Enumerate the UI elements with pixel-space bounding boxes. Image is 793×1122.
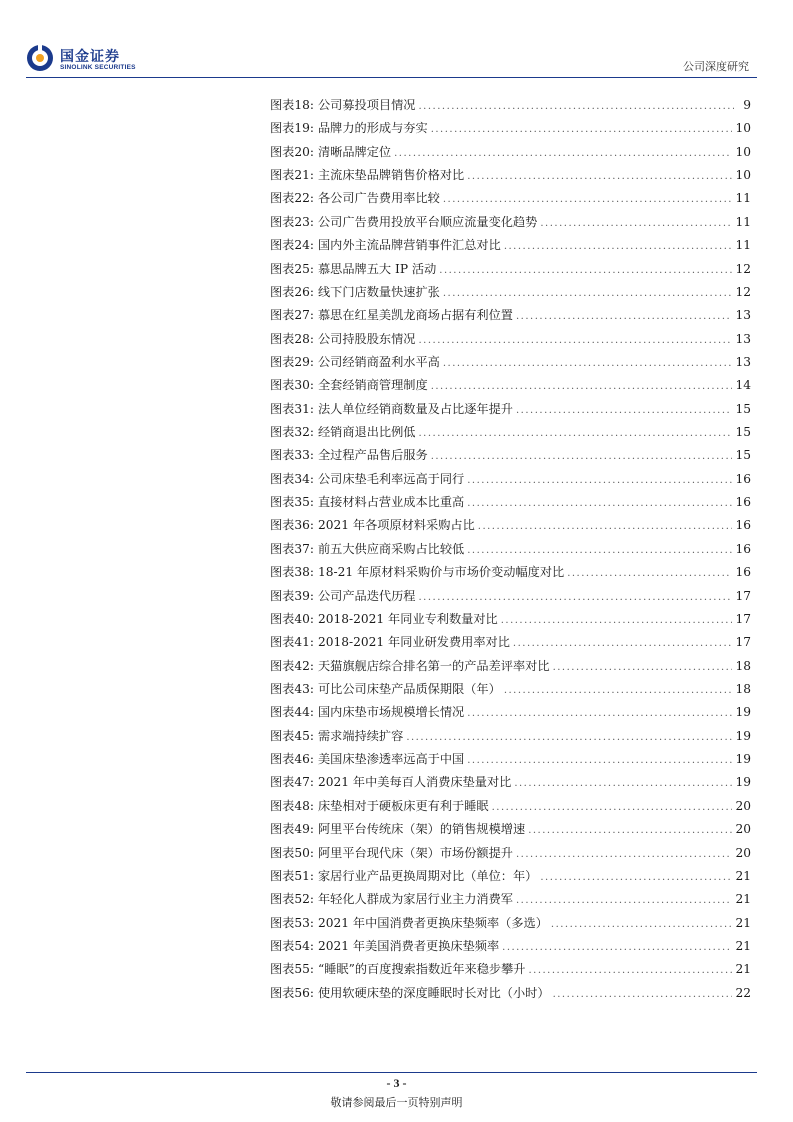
toc-entry[interactable] bbox=[270, 958, 751, 981]
figure-title: 床垫相对于硬板床更有利于睡眠 bbox=[318, 798, 489, 813]
figure-page-number: 11 bbox=[735, 214, 751, 229]
toc-entry[interactable] bbox=[270, 701, 751, 724]
figure-page-number: 15 bbox=[735, 425, 751, 440]
toc-entry[interactable] bbox=[270, 842, 751, 865]
footer-divider bbox=[26, 1072, 757, 1073]
figure-page-number: 14 bbox=[735, 378, 751, 393]
dot-leader bbox=[467, 539, 732, 562]
figure-page-number: 13 bbox=[735, 308, 751, 323]
toc-entry[interactable] bbox=[270, 351, 751, 374]
dot-leader bbox=[467, 165, 732, 188]
dot-leader bbox=[419, 586, 733, 609]
toc-entry[interactable] bbox=[270, 818, 751, 841]
dot-leader bbox=[431, 445, 733, 468]
dot-leader bbox=[516, 399, 732, 422]
figure-number: 图表48: bbox=[270, 798, 314, 813]
figure-title: 慕思在红星美凯龙商场占据有利位置 bbox=[318, 308, 513, 323]
figure-number: 图表44: bbox=[270, 705, 314, 720]
figure-number: 图表20: bbox=[270, 144, 314, 159]
figure-title: 线下门店数量快速扩张 bbox=[318, 284, 440, 299]
dot-leader bbox=[443, 352, 733, 375]
figure-title: 2021 年中美每百人消费床垫量对比 bbox=[318, 775, 512, 790]
figure-number: 图表50: bbox=[270, 845, 314, 860]
figure-title: 2018-2021 年同业专利数量对比 bbox=[318, 611, 498, 626]
figure-page-number: 17 bbox=[735, 635, 751, 650]
figure-page-number: 21 bbox=[735, 868, 751, 883]
dot-leader bbox=[439, 259, 732, 282]
toc-entry[interactable] bbox=[270, 164, 751, 187]
figure-page-number: 13 bbox=[735, 331, 751, 346]
company-logo bbox=[26, 44, 156, 76]
dot-leader bbox=[504, 679, 733, 702]
dot-leader bbox=[513, 632, 733, 655]
dot-leader bbox=[540, 212, 732, 235]
toc-entry[interactable] bbox=[270, 585, 751, 608]
dot-leader bbox=[443, 188, 733, 211]
figure-title: 公司床垫毛利率远高于同行 bbox=[318, 471, 465, 486]
dot-leader bbox=[553, 656, 733, 679]
figure-number: 图表46: bbox=[270, 752, 314, 767]
dot-leader bbox=[443, 282, 733, 305]
figure-title: 可比公司床垫产品质保期限（年） bbox=[318, 681, 501, 696]
figure-page-number: 10 bbox=[735, 144, 751, 159]
figure-title: 18-21 年原材料采购价与市场价变动幅度对比 bbox=[318, 565, 565, 580]
figure-list bbox=[270, 94, 751, 1005]
dot-leader bbox=[394, 142, 732, 165]
figure-page-number: 12 bbox=[735, 284, 751, 299]
figure-page-number: 15 bbox=[735, 448, 751, 463]
figure-title: 使用软硬床垫的深度睡眠时长对比（小时） bbox=[318, 985, 550, 1000]
dot-leader bbox=[419, 329, 733, 352]
toc-entry[interactable] bbox=[270, 304, 751, 327]
figure-page-number: 19 bbox=[735, 705, 751, 720]
logo-english-name: SINOLINK SECURITIES bbox=[60, 64, 136, 71]
figure-page-number: 13 bbox=[735, 354, 751, 369]
dot-leader bbox=[514, 772, 732, 795]
figure-number: 图表26: bbox=[270, 284, 314, 299]
figure-page-number: 15 bbox=[735, 401, 751, 416]
figure-number: 图表25: bbox=[270, 261, 314, 276]
dot-leader bbox=[419, 422, 733, 445]
figure-page-number: 21 bbox=[735, 962, 751, 977]
figure-title: 2021 年中国消费者更换床垫频率（多选） bbox=[318, 915, 548, 930]
figure-title: 2018-2021 年同业研发费用率对比 bbox=[318, 635, 510, 650]
dot-leader bbox=[516, 889, 732, 912]
dot-leader bbox=[467, 749, 732, 772]
figure-number: 图表22: bbox=[270, 191, 314, 206]
dot-leader bbox=[467, 469, 732, 492]
disclaimer-note: 敬请参阅最后一页特别声明 bbox=[330, 1096, 463, 1109]
dot-leader bbox=[516, 843, 732, 866]
toc-entry[interactable] bbox=[270, 374, 751, 397]
figure-title: 公司经销商盈利水平高 bbox=[318, 354, 440, 369]
figure-title: 公司产品迭代历程 bbox=[318, 588, 416, 603]
toc-entry[interactable] bbox=[270, 795, 751, 818]
figure-number: 图表30: bbox=[270, 378, 314, 393]
figure-number: 图表31: bbox=[270, 401, 314, 416]
dot-leader bbox=[516, 305, 732, 328]
figure-page-number: 9 bbox=[743, 98, 751, 112]
figure-number: 图表39: bbox=[270, 588, 314, 603]
toc-entry[interactable] bbox=[270, 678, 751, 701]
figure-number: 图表23: bbox=[270, 214, 314, 229]
toc-entry[interactable] bbox=[270, 468, 751, 491]
dot-leader bbox=[501, 609, 733, 632]
figure-number: 图表54: bbox=[270, 938, 314, 953]
toc-entry[interactable] bbox=[270, 935, 751, 958]
toc-entry[interactable] bbox=[270, 141, 751, 164]
toc-entry[interactable] bbox=[270, 982, 751, 1005]
toc-entry[interactable] bbox=[270, 608, 751, 631]
figure-page-number: 21 bbox=[735, 892, 751, 907]
dot-leader bbox=[467, 492, 732, 515]
figure-title: 美国床垫渗透率远高于中国 bbox=[318, 752, 465, 767]
figure-number: 图表42: bbox=[270, 658, 314, 673]
dot-leader bbox=[492, 796, 733, 819]
toc-entry[interactable] bbox=[270, 187, 751, 210]
dot-leader bbox=[528, 959, 732, 982]
figure-number: 图表28: bbox=[270, 331, 314, 346]
figure-number: 图表21: bbox=[270, 168, 314, 183]
figure-page-number: 11 bbox=[735, 238, 751, 253]
toc-entry[interactable] bbox=[270, 234, 751, 257]
figure-title: 经销商退出比例低 bbox=[318, 425, 416, 440]
figure-number: 图表29: bbox=[270, 354, 314, 369]
page-number: - 3 - bbox=[386, 1076, 407, 1090]
figure-number: 图表45: bbox=[270, 728, 314, 743]
figure-title: 公司广告费用投放平台顺应流量变化趋势 bbox=[318, 214, 538, 229]
figure-number: 图表51: bbox=[270, 868, 314, 883]
dot-leader bbox=[467, 702, 732, 725]
dot-leader bbox=[406, 726, 732, 749]
toc-entry[interactable] bbox=[270, 912, 751, 935]
toc-entry[interactable] bbox=[270, 771, 751, 794]
toc-entry[interactable] bbox=[270, 281, 751, 304]
figure-page-number: 18 bbox=[735, 681, 751, 696]
toc-entry[interactable] bbox=[270, 748, 751, 771]
figure-title: 全套经销商管理制度 bbox=[318, 378, 428, 393]
dot-leader bbox=[419, 95, 735, 118]
toc-entry[interactable] bbox=[270, 328, 751, 351]
dot-leader bbox=[431, 118, 733, 141]
figure-number: 图表24: bbox=[270, 238, 314, 253]
toc-entry[interactable] bbox=[270, 491, 751, 514]
toc-entry[interactable] bbox=[270, 211, 751, 234]
figure-page-number: 20 bbox=[735, 822, 751, 837]
dot-leader bbox=[504, 235, 733, 258]
toc-entry[interactable] bbox=[270, 655, 751, 678]
toc-entry[interactable] bbox=[270, 94, 751, 117]
figure-page-number: 10 bbox=[735, 168, 751, 183]
figure-title: 主流床垫品牌销售价格对比 bbox=[318, 168, 465, 183]
figure-title: 清晰品牌定位 bbox=[318, 144, 392, 159]
dot-leader bbox=[431, 375, 733, 398]
figure-page-number: 18 bbox=[735, 658, 751, 673]
figure-number: 图表36: bbox=[270, 518, 314, 533]
figure-title: 阿里平台传统床（架）的销售规模增速 bbox=[318, 822, 526, 837]
dot-leader bbox=[567, 562, 732, 585]
figure-page-number: 20 bbox=[735, 845, 751, 860]
figure-page-number: 21 bbox=[735, 915, 751, 930]
figure-number: 图表18: bbox=[270, 98, 314, 112]
figure-title: 公司持股股东情况 bbox=[318, 331, 416, 346]
toc-entry[interactable] bbox=[270, 514, 751, 537]
dot-leader bbox=[540, 866, 732, 889]
figure-page-number: 22 bbox=[735, 985, 751, 1000]
figure-page-number: 16 bbox=[735, 565, 751, 580]
figure-number: 图表38: bbox=[270, 565, 314, 580]
dot-leader bbox=[553, 983, 733, 1006]
figure-title: 前五大供应商采购占比较低 bbox=[318, 541, 465, 556]
figure-page-number: 21 bbox=[735, 938, 751, 953]
toc-entry[interactable] bbox=[270, 865, 751, 888]
logo-chinese-name: 国金证券 bbox=[60, 49, 120, 65]
figure-number: 图表19: bbox=[270, 121, 314, 136]
figure-title: “睡眠”的百度搜索指数近年来稳步攀升 bbox=[318, 962, 526, 977]
toc-entry[interactable] bbox=[270, 258, 751, 281]
figure-title: 直接材料占营业成本比重高 bbox=[318, 495, 465, 510]
figure-title: 2021 年美国消费者更换床垫频率 bbox=[318, 938, 500, 953]
figure-number: 图表47: bbox=[270, 775, 314, 790]
figure-number: 图表53: bbox=[270, 915, 314, 930]
toc-entry[interactable] bbox=[270, 444, 751, 467]
figure-number: 图表40: bbox=[270, 611, 314, 626]
toc-entry[interactable] bbox=[270, 631, 751, 654]
dot-leader bbox=[478, 515, 733, 538]
toc-entry[interactable] bbox=[270, 725, 751, 748]
figure-number: 图表56: bbox=[270, 985, 314, 1000]
figure-title: 国内床垫市场规模增长情况 bbox=[318, 705, 465, 720]
figure-title: 各公司广告费用率比较 bbox=[318, 191, 440, 206]
figure-title: 慕思品牌五大 IP 活动 bbox=[318, 261, 437, 276]
figure-title: 品牌力的形成与夯实 bbox=[318, 121, 428, 136]
figure-page-number: 19 bbox=[735, 775, 751, 790]
toc-entry[interactable] bbox=[270, 117, 751, 140]
figure-page-number: 12 bbox=[735, 261, 751, 276]
figure-page-number: 17 bbox=[735, 611, 751, 626]
figure-title: 年轻化人群成为家居行业主力消费军 bbox=[318, 892, 513, 907]
figure-title: 公司募投项目情况 bbox=[318, 98, 416, 112]
figure-page-number: 10 bbox=[735, 121, 751, 136]
figure-title: 需求端持续扩容 bbox=[318, 728, 404, 743]
figure-title: 法人单位经销商数量及占比逐年提升 bbox=[318, 401, 513, 416]
figure-number: 图表27: bbox=[270, 308, 314, 323]
figure-number: 图表34: bbox=[270, 471, 314, 486]
figure-number: 图表33: bbox=[270, 448, 314, 463]
figure-title: 全过程产品售后服务 bbox=[318, 448, 428, 463]
figure-page-number: 16 bbox=[735, 518, 751, 533]
figure-number: 图表37: bbox=[270, 541, 314, 556]
figure-number: 图表55: bbox=[270, 962, 314, 977]
figure-title: 阿里平台现代床（架）市场份额提升 bbox=[318, 845, 513, 860]
figure-page-number: 16 bbox=[735, 495, 751, 510]
toc-entry[interactable] bbox=[270, 888, 751, 911]
figure-page-number: 16 bbox=[735, 471, 751, 486]
figure-page-number: 16 bbox=[735, 541, 751, 556]
sinolink-logo-icon bbox=[26, 44, 54, 72]
figure-number: 图表35: bbox=[270, 495, 314, 510]
figure-title: 天猫旗舰店综合排名第一的产品差评率对比 bbox=[318, 658, 550, 673]
dot-leader bbox=[528, 819, 732, 842]
toc-entry[interactable] bbox=[270, 421, 751, 444]
dot-leader bbox=[502, 936, 732, 959]
figure-title: 国内外主流品牌营销事件汇总对比 bbox=[318, 238, 501, 253]
document-type-label: 公司深度研究 bbox=[683, 60, 749, 73]
figure-title: 2021 年各项原材料采购占比 bbox=[318, 518, 475, 533]
header-divider bbox=[26, 77, 757, 78]
figure-number: 图表43: bbox=[270, 681, 314, 696]
toc-entry[interactable] bbox=[270, 398, 751, 421]
toc-entry[interactable] bbox=[270, 538, 751, 561]
figure-number: 图表32: bbox=[270, 425, 314, 440]
figure-title: 家居行业产品更换周期对比（单位：年） bbox=[318, 868, 538, 883]
figure-page-number: 11 bbox=[735, 191, 751, 206]
figure-number: 图表49: bbox=[270, 822, 314, 837]
toc-entry[interactable] bbox=[270, 561, 751, 584]
figure-page-number: 19 bbox=[735, 728, 751, 743]
figure-number: 图表52: bbox=[270, 892, 314, 907]
figure-page-number: 19 bbox=[735, 752, 751, 767]
figure-number: 图表41: bbox=[270, 635, 314, 650]
dot-leader bbox=[551, 913, 733, 936]
figure-page-number: 17 bbox=[735, 588, 751, 603]
figure-page-number: 20 bbox=[735, 798, 751, 813]
